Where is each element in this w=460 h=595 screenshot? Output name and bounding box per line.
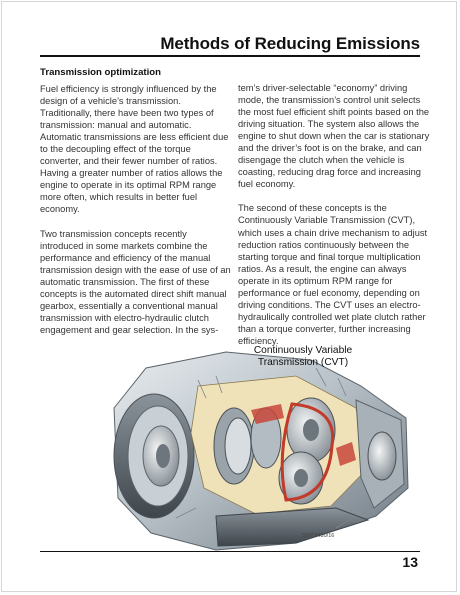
header-rule	[40, 55, 420, 57]
page-number: 13	[402, 554, 418, 570]
figure-caption	[244, 345, 362, 369]
section-heading: Transmission optimization	[40, 67, 162, 78]
cvt-cutaway-illustration	[106, 338, 416, 553]
page-title: Methods of Reducing Emissions	[160, 34, 420, 53]
caption-line-2: Transmission (CVT)	[257, 357, 349, 368]
right-paragraph-1: tem’s driver-selectable “economy” driving mode, the transmission’s control unit selects the most fuel efficient shift points based on the driving situation. The system also allows the engine to shut down when the car is stationary and the driver’s foot is on the brake, and can disengage the clutch when the vehicle is coasting, reducing drag force and increasing fuel economy.	[238, 83, 430, 190]
caption-line-1: Continuously Variable	[253, 345, 353, 356]
footer-rule	[40, 551, 420, 552]
left-paragraph-1: Fuel efficiency is strongly influenced by the design of a vehicle’s transmission. Traditionally, there have been two types of transmission: manual and automatic. Automatic transmissions are less efficient due to the decoupling effect of the torque converter, and their fewer number of ratios. Having a greater number of ratios allows the engine to operate in its optimal RPM range more often, which results in better fuel economy.	[40, 84, 229, 215]
left-column	[40, 83, 232, 348]
right-paragraph-2: The second of these concepts is the Continuously Variable Transmission (CVT), which uses a chain drive mechanism to adjust reduction ratios continuously between the starting torque and final torque multiplication ratios. As a result, the engine can always operate in its optimum RPM range for performance or fuel economy, depending on driving conditions. The CVT uses an electro-hydraulically controlled wet plate clutch rather than a torque converter, further increasing efficiency.	[238, 203, 428, 346]
left-paragraph-2: Two transmission concepts recently introduced in some markets combine the performance and efficiency of the manual transmission design with the ease of use of an automatic transmission. The first of these concepts is the automated direct shift manual gearbox, essentially a conventional manual transmission with electro-hydraulic clutch engagement and gear selection. In the sys-	[40, 228, 231, 335]
right-column	[238, 82, 430, 359]
figure-id: SSP 9430/16	[302, 533, 335, 539]
